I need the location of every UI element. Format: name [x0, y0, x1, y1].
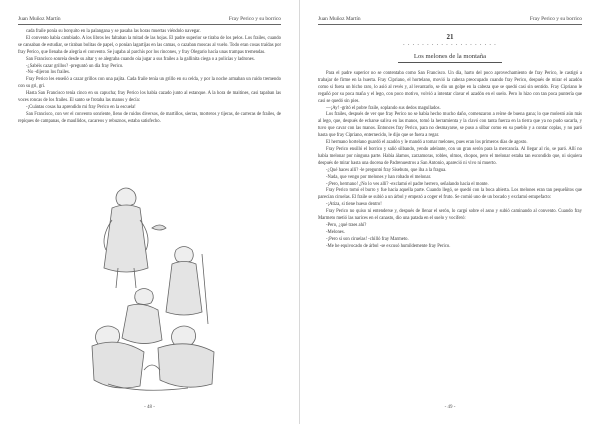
- page-number: - 49 -: [444, 405, 456, 410]
- friars-illustration: [78, 180, 228, 400]
- chapter-title: Los melones de la montaña: [413, 53, 487, 60]
- paragraph: Los frailes, después de ver que fray Perico no se había hecho mucho daño, comenzaron a reírse de buena gana; lo que molestó aún más al lego, que, después de echarse saliva en las manos, tomó la herramienta y la clavó con tanta fuerza en la tierra que ya no pudo sacarla, y tuvo que cavar con las manos. Entonces fray Perico, para no desmayarse, se puso a silbar como en su pueblo y a contar coplas, y no paró hasta que fray Cipriano, enternecido, le dijo que se fuera a regar.: [318, 112, 582, 139]
- paragraph: -Nada, que vengo por melones y han robado el melonar.: [326, 174, 432, 180]
- paragraph: Fray Perico no quiso ni entenderse y, después de llenar el serón, lo cargó sobre el asno y subió caminando al convento. Cuando fray Marmeto metió las narices en el canasto, dio una patada en el suelo y vociferó:: [318, 209, 582, 222]
- left-body-text: [18, 29, 281, 126]
- right-page: [300, 0, 600, 424]
- paragraph: -¡Cuántas cosas ha aprendido mi fray Perico en la escuela!: [26, 104, 136, 110]
- right-body-text: [318, 71, 582, 251]
- header-book-title: Fray Perico y su borrico: [228, 16, 281, 22]
- header-book-title: Fray Perico y su borrico: [529, 16, 582, 22]
- paragraph: Hasta San Francisco tenía cinco en su capucha; fray Perico los había cazado junto al estanque. A la hora de maitines, casi tapaban las voces roncas de los frailes. El santo se frotaba las manos y decía:: [18, 91, 281, 104]
- running-header: [18, 16, 281, 22]
- paragraph: San Francisco sonreía desde su altar y se alegraba cuando oía jugar a sus frailes a la gallinita ciega o a policías y ladrones.: [26, 56, 255, 62]
- paragraph: -Melones.: [326, 229, 345, 235]
- chapter-ornament: • • • • • • • • • • • • • • • • • • • •: [403, 42, 497, 47]
- running-header: [318, 16, 582, 22]
- paragraph: -Me he equivocado de árbol -se excusó humildemente fray Perico.: [326, 243, 451, 249]
- paragraph: -¡Atiza, si tiene hueso dentro!: [326, 202, 382, 208]
- chapter-title-rule: [398, 62, 502, 63]
- page-number: - 48 -: [144, 405, 155, 410]
- chapter-number: 21: [446, 33, 454, 41]
- paragraph: -¿Qué haces allí? -le preguntó fray Sisebuto, que iba a la fragua.: [326, 167, 447, 173]
- header-author: Juan Muñoz Martín: [318, 16, 361, 22]
- paragraph: -¡Pero si son ciruelas! -chilló fray Marmeto.: [326, 236, 409, 242]
- paragraph: -¡Pero, hermano! ¿No lo ves allí? -exclamó el padre herrero, señalando hacia el monte.: [326, 181, 489, 187]
- paragraph: Fray Perico ensilló el borrico y salió silbando, yendo adelante, con un gran serón para la mercancía. Al llegar al río, se paró. Allí no había melonar por ninguna parte. Había álamos, zarzamoras, robles, olmos, chopos, pero el melonar estaba tan escondido que, ni siquiera después de mirar hasta una docena de Padrenuestros a San Antonio, apareció ni vivo ni muerto.: [318, 146, 582, 166]
- paragraph: Fray Perico les enseñó a cazar grillos con una pajita. Cada fraile tenía un grillo en su celda, y por la noche armaban un ruido tremendo con su gri, gri.: [18, 77, 281, 90]
- paragraph: cada fraile ponía su borquito en la palangana y se pasaba las horas muertas viéndolo navegar.: [26, 29, 201, 34]
- header-rule: [18, 24, 281, 25]
- paragraph: El hermano hortelano guardó el azadón y le mandó a tomar melones, pues eran los primeros días de agosto.: [326, 140, 528, 146]
- paragraph: -¿Sabéis cazar grillos? -preguntó un día fray Perico.: [26, 63, 124, 69]
- paragraph: -No -dijeron los frailes.: [26, 70, 70, 76]
- header-rule: [318, 24, 582, 25]
- header-author: Juan Muñoz Martín: [18, 16, 61, 22]
- paragraph: San Francisco, con ver el convento sonriente, lleno de ruidos diversos, de martillos, sierras, morteros y tijeras, de carreras de frailes, de repiques de campanas, de maullidos, cacareos y rebuznos, estaba satisfecho.: [18, 111, 281, 124]
- paragraph: El convento había cambiado. A los libros les faltaban la mitad de las hojas. El padre superior se tiraba de los pelos. Los frailes, cuando se cansaban de estudiar, se tiraban bolitas de papel, o ponían lagartijas en las camas, o cazaban moscas al vuelo. Todo eran cosas traídas por fray Perico, que llenaba de alegría el convento. Se jugaba al parchís por los rincones, y fray Olegario hacía unas trampas tremendas.: [18, 35, 281, 55]
- paragraph: Fray Perico tomó el burro y fue hacia aquella parte. Cuando llegó, se quedó con la boca abierta. Los melones eran tan pequeñitos que parecían ciruelas. El fraile se subió a un árbol y empezó a coger el fruto. Se comió uno de un bocado y exclamó estupefacto:: [318, 188, 582, 201]
- paragraph: -Pero, ¿qué traes ahí?: [326, 222, 367, 228]
- paragraph: —¡Ay! -gritó el pobre fraile, soplando sus dedos magullados.: [326, 105, 441, 111]
- paragraph: Para el padre superior no se contentaba como San Francisco. Un día, harto del poco aprovechamiento de fray Perico, le castigó a trabajar de firme en la huerta. Fray Cipriano, el hortelano, movió la cabeza preocupado cuando fray Perico, después de mirar el azadón como si fuera un bicho raro, lo asió al revés y, al levantarlo, se dio un golpe en la cabeza que se quedó casi sin sentido. Fray Cipriano le regañó por su poca maña y el lego, con poco motivo, volvió a intentar clavar el azadón en el suelo. Pero lo hizo con tan poca puntería que casi se quedó sin pies.: [318, 71, 582, 104]
